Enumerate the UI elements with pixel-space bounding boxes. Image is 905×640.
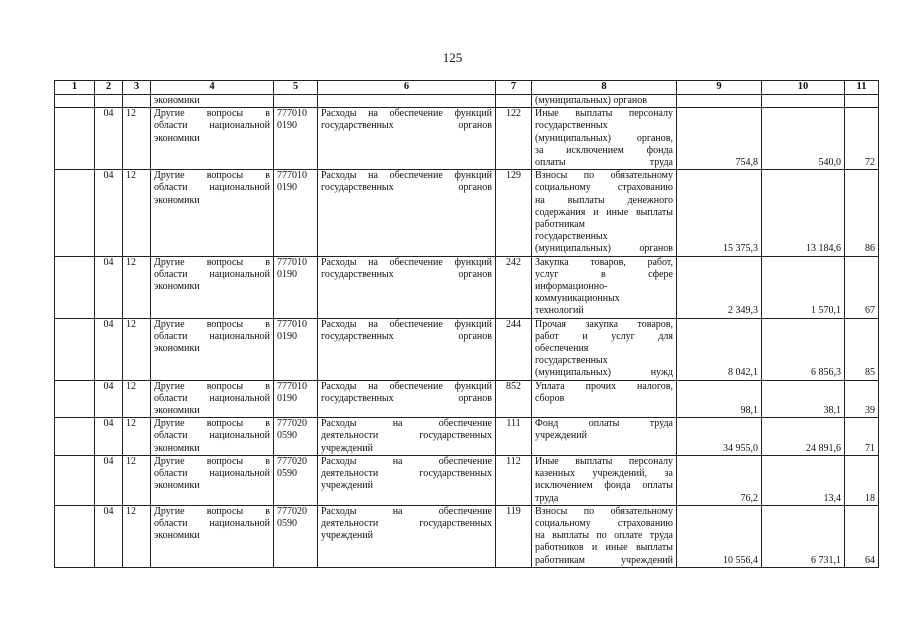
column-header-9: 9 bbox=[677, 81, 762, 95]
cell-line: сборов bbox=[535, 392, 565, 404]
cell-line: работникам учреждений bbox=[535, 554, 673, 566]
table-row bbox=[55, 108, 879, 170]
cell-col1 bbox=[55, 256, 95, 318]
cell-line: области национальной bbox=[154, 182, 270, 194]
cell-col11: 18 bbox=[845, 455, 879, 505]
column-header-7: 7 bbox=[496, 81, 532, 95]
cell-col3: 12 bbox=[123, 170, 151, 256]
cell-line: экономики bbox=[154, 480, 200, 492]
cell-col6 bbox=[318, 455, 496, 505]
cell-line: обеспечения bbox=[535, 343, 589, 355]
cell-col4 bbox=[151, 318, 274, 380]
cell-col2 bbox=[95, 95, 123, 108]
cell-line: экономики bbox=[154, 343, 200, 355]
column-header-2: 2 bbox=[95, 81, 123, 95]
cell-col6 bbox=[318, 380, 496, 418]
cell-line: 777010 bbox=[277, 170, 307, 182]
cell-line: Другие вопросы в bbox=[154, 418, 270, 430]
cell-line: Расходы на обеспечение функций bbox=[321, 108, 492, 120]
cell-col7: 244 bbox=[496, 318, 532, 380]
cell-line: Иные выплаты персоналу bbox=[535, 455, 673, 467]
cell-col8 bbox=[532, 170, 677, 256]
cell-col11: 39 bbox=[845, 380, 879, 418]
cell-col1 bbox=[55, 380, 95, 418]
cell-line: экономики bbox=[154, 194, 200, 206]
cell-line: государственных bbox=[535, 231, 608, 243]
cell-col8 bbox=[532, 256, 677, 318]
column-header-3: 3 bbox=[123, 81, 151, 95]
cell-col5 bbox=[274, 108, 318, 170]
cell-line: 777010 bbox=[277, 256, 307, 268]
cell-line: 777020 bbox=[277, 418, 307, 430]
cell-col2: 04 bbox=[95, 505, 123, 567]
cell-line: области национальной bbox=[154, 517, 270, 529]
cell-col4 bbox=[151, 455, 274, 505]
cell-col9 bbox=[677, 95, 762, 108]
cell-col10: 13,4 bbox=[762, 455, 845, 505]
cell-line: (муниципальных) нужд bbox=[535, 367, 673, 379]
cell-line: государственных bbox=[535, 120, 608, 132]
cell-col10: 540,0 bbox=[762, 108, 845, 170]
cell-col2: 04 bbox=[95, 256, 123, 318]
cell-col2: 04 bbox=[95, 455, 123, 505]
cell-col10: 6 731,1 bbox=[762, 505, 845, 567]
column-header-4: 4 bbox=[151, 81, 274, 95]
cell-col3: 12 bbox=[123, 380, 151, 418]
cell-line: экономики bbox=[154, 442, 200, 454]
continuation-row bbox=[55, 95, 879, 108]
cell-col7: 129 bbox=[496, 170, 532, 256]
cell-line: казенных учреждений, за bbox=[535, 468, 673, 480]
cell-col1 bbox=[55, 170, 95, 256]
cell-line: Фонд оплаты труда bbox=[535, 418, 673, 430]
cell-line: области национальной bbox=[154, 268, 270, 280]
cell-line: содержания и иные выплаты bbox=[535, 206, 673, 218]
cell-col1 bbox=[55, 95, 95, 108]
cell-col10: 24 891,6 bbox=[762, 418, 845, 456]
cell-col4 bbox=[151, 418, 274, 456]
cell-col2: 04 bbox=[95, 418, 123, 456]
cell-line: на выплаты по оплате труда bbox=[535, 530, 673, 542]
cell-col4 bbox=[151, 380, 274, 418]
cell-line: Прочая закупка товаров, bbox=[535, 318, 673, 330]
table-header-row bbox=[55, 81, 879, 95]
cell-col3: 12 bbox=[123, 318, 151, 380]
cell-col7: 852 bbox=[496, 380, 532, 418]
cell-line: Взносы по обязательному bbox=[535, 170, 673, 182]
cell-col8 bbox=[532, 455, 677, 505]
cell-col1 bbox=[55, 455, 95, 505]
cell-col6 bbox=[318, 108, 496, 170]
cell-line: 0590 bbox=[277, 517, 297, 529]
cell-line: области национальной bbox=[154, 120, 270, 132]
column-header-1: 1 bbox=[55, 81, 95, 95]
cell-col2: 04 bbox=[95, 170, 123, 256]
cell-line: деятельности государственных bbox=[321, 517, 492, 529]
cell-line: на выплаты денежного bbox=[535, 194, 673, 206]
cell-line: Расходы на обеспечение функций bbox=[321, 256, 492, 268]
cell-col3: 12 bbox=[123, 455, 151, 505]
cell-line: 0590 bbox=[277, 468, 297, 480]
cell-line: 0590 bbox=[277, 430, 297, 442]
cell-col11: 71 bbox=[845, 418, 879, 456]
cell-line: Другие вопросы в bbox=[154, 256, 270, 268]
cell-line: экономики bbox=[154, 405, 200, 417]
cell-line: работ и услуг для bbox=[535, 330, 673, 342]
cell-col5 bbox=[274, 170, 318, 256]
cell-line: за исключением фонда bbox=[535, 144, 673, 156]
cell-col10: 38,1 bbox=[762, 380, 845, 418]
cell-line: Другие вопросы в bbox=[154, 318, 270, 330]
cell-line: Уплата прочих налогов, bbox=[535, 380, 673, 392]
cell-line: исключением фонда оплаты bbox=[535, 480, 673, 492]
cell-col7: 242 bbox=[496, 256, 532, 318]
cell-col1 bbox=[55, 505, 95, 567]
cell-col11: 85 bbox=[845, 318, 879, 380]
cell-col7: 112 bbox=[496, 455, 532, 505]
cell-col8 bbox=[532, 318, 677, 380]
cell-line: государственных органов bbox=[321, 268, 492, 280]
cell-col11: 86 bbox=[845, 170, 879, 256]
cell-line: области национальной bbox=[154, 392, 270, 404]
cell-line: работникам bbox=[535, 219, 585, 231]
cell-line: области национальной bbox=[154, 468, 270, 480]
cell-col11 bbox=[845, 95, 879, 108]
cell-line: услуг в сфере bbox=[535, 268, 673, 280]
cell-line: Другие вопросы в bbox=[154, 505, 270, 517]
cell-col4 bbox=[151, 170, 274, 256]
cell-col5 bbox=[274, 256, 318, 318]
table-row bbox=[55, 170, 879, 256]
cell-line: (муниципальных) органов, bbox=[535, 132, 673, 144]
cell-line: Расходы на обеспечение функций bbox=[321, 318, 492, 330]
cell-line: государственных органов bbox=[321, 120, 492, 132]
cell-col5 bbox=[274, 95, 318, 108]
column-header-8: 8 bbox=[532, 81, 677, 95]
cell-line: 777010 bbox=[277, 318, 307, 330]
cell-line: 777020 bbox=[277, 455, 307, 467]
cell-line: деятельности государственных bbox=[321, 430, 492, 442]
cell-line: работников и иные выплаты bbox=[535, 542, 673, 554]
cell-col9: 10 556,4 bbox=[677, 505, 762, 567]
cell-line: экономики bbox=[154, 281, 200, 293]
cell-col5 bbox=[274, 418, 318, 456]
cell-col5 bbox=[274, 505, 318, 567]
cell-col10: 1 570,1 bbox=[762, 256, 845, 318]
cell-col1 bbox=[55, 108, 95, 170]
cell-line: государственных органов bbox=[321, 392, 492, 404]
cell-line: коммуникационных bbox=[535, 293, 620, 305]
page-number: 125 bbox=[442, 50, 463, 65]
cell-line: 0190 bbox=[277, 330, 297, 342]
cell-line: Расходы на обеспечение bbox=[321, 418, 492, 430]
cell-col9: 8 042,1 bbox=[677, 318, 762, 380]
cell-col7: 119 bbox=[496, 505, 532, 567]
cell-line: Расходы на обеспечение функций bbox=[321, 170, 492, 182]
cell-line: технологий bbox=[535, 305, 584, 317]
cell-col6 bbox=[318, 95, 496, 108]
cell-col11: 67 bbox=[845, 256, 879, 318]
cell-line: государственных органов bbox=[321, 330, 492, 342]
cell-col2: 04 bbox=[95, 108, 123, 170]
cell-col6 bbox=[318, 505, 496, 567]
cell-line: государственных органов bbox=[321, 182, 492, 194]
cell-line: учреждений bbox=[321, 530, 373, 542]
cell-line: 777020 bbox=[277, 505, 307, 517]
cell-line: учреждений bbox=[535, 430, 587, 442]
cell-line: 0190 bbox=[277, 120, 297, 132]
cell-col2: 04 bbox=[95, 380, 123, 418]
cell-col3: 12 bbox=[123, 418, 151, 456]
cell-col6 bbox=[318, 170, 496, 256]
cell-col9: 2 349,3 bbox=[677, 256, 762, 318]
cell-line: 777010 bbox=[277, 108, 307, 120]
cell-col11: 72 bbox=[845, 108, 879, 170]
table-row bbox=[55, 256, 879, 318]
cell-col6 bbox=[318, 318, 496, 380]
cell-col8 bbox=[532, 380, 677, 418]
cell-col6 bbox=[318, 418, 496, 456]
cell-col9: 76,2 bbox=[677, 455, 762, 505]
cell-line: 0190 bbox=[277, 182, 297, 194]
cell-col9: 34 955,0 bbox=[677, 418, 762, 456]
cell-col6 bbox=[318, 256, 496, 318]
cell-line: социальному страхованию bbox=[535, 182, 673, 194]
cell-col1 bbox=[55, 318, 95, 380]
cell-col9: 98,1 bbox=[677, 380, 762, 418]
cell-line: учреждений bbox=[321, 480, 373, 492]
cell-line: оплаты труда bbox=[535, 157, 673, 169]
cell-col4: экономики bbox=[151, 95, 274, 108]
cell-col11: 64 bbox=[845, 505, 879, 567]
cell-col9: 754,8 bbox=[677, 108, 762, 170]
cell-line: экономики bbox=[154, 132, 200, 144]
cell-col3 bbox=[123, 95, 151, 108]
column-header-11: 11 bbox=[845, 81, 879, 95]
cell-col4 bbox=[151, 108, 274, 170]
cell-col5 bbox=[274, 318, 318, 380]
cell-col10: 13 184,6 bbox=[762, 170, 845, 256]
cell-line: государственных bbox=[535, 355, 608, 367]
cell-line: 0190 bbox=[277, 268, 297, 280]
cell-col2: 04 bbox=[95, 318, 123, 380]
cell-line: области национальной bbox=[154, 330, 270, 342]
table-body bbox=[55, 95, 879, 568]
cell-line: Расходы на обеспечение функций bbox=[321, 380, 492, 392]
table-row bbox=[55, 455, 879, 505]
cell-line: (муниципальных) органов bbox=[535, 243, 673, 255]
cell-col5 bbox=[274, 380, 318, 418]
cell-line: Другие вопросы в bbox=[154, 380, 270, 392]
cell-line: труда bbox=[535, 492, 559, 504]
cell-col3: 12 bbox=[123, 108, 151, 170]
cell-col1 bbox=[55, 418, 95, 456]
cell-line: деятельности государственных bbox=[321, 468, 492, 480]
cell-line: области национальной bbox=[154, 430, 270, 442]
budget-table bbox=[54, 80, 879, 568]
cell-col8 bbox=[532, 108, 677, 170]
cell-line: Закупка товаров, работ, bbox=[535, 256, 673, 268]
cell-line: Другие вопросы в bbox=[154, 455, 270, 467]
cell-col8 bbox=[532, 418, 677, 456]
cell-col10 bbox=[762, 95, 845, 108]
column-header-6: 6 bbox=[318, 81, 496, 95]
cell-col8: (муниципальных) органов bbox=[532, 95, 677, 108]
cell-line: Иные выплаты персоналу bbox=[535, 108, 673, 120]
cell-col7 bbox=[496, 95, 532, 108]
table-row bbox=[55, 380, 879, 418]
cell-col9: 15 375,3 bbox=[677, 170, 762, 256]
column-header-5: 5 bbox=[274, 81, 318, 95]
cell-line: Взносы по обязательному bbox=[535, 505, 673, 517]
column-header-10: 10 bbox=[762, 81, 845, 95]
table-row bbox=[55, 418, 879, 456]
cell-col5 bbox=[274, 455, 318, 505]
cell-line: экономики bbox=[154, 530, 200, 542]
cell-col3: 12 bbox=[123, 256, 151, 318]
table-row bbox=[55, 318, 879, 380]
cell-line: Другие вопросы в bbox=[154, 170, 270, 182]
cell-col4 bbox=[151, 505, 274, 567]
cell-line: учреждений bbox=[321, 442, 373, 454]
cell-line: Другие вопросы в bbox=[154, 108, 270, 120]
table-row bbox=[55, 505, 879, 567]
cell-line: социальному страхованию bbox=[535, 517, 673, 529]
cell-col7: 122 bbox=[496, 108, 532, 170]
cell-col4 bbox=[151, 256, 274, 318]
cell-line: 0190 bbox=[277, 392, 297, 404]
cell-col10: 6 856,3 bbox=[762, 318, 845, 380]
cell-line: 777010 bbox=[277, 380, 307, 392]
cell-col7: 111 bbox=[496, 418, 532, 456]
cell-line: Расходы на обеспечение bbox=[321, 455, 492, 467]
cell-col3: 12 bbox=[123, 505, 151, 567]
cell-line: информационно- bbox=[535, 281, 608, 293]
cell-col8 bbox=[532, 505, 677, 567]
cell-line: Расходы на обеспечение bbox=[321, 505, 492, 517]
